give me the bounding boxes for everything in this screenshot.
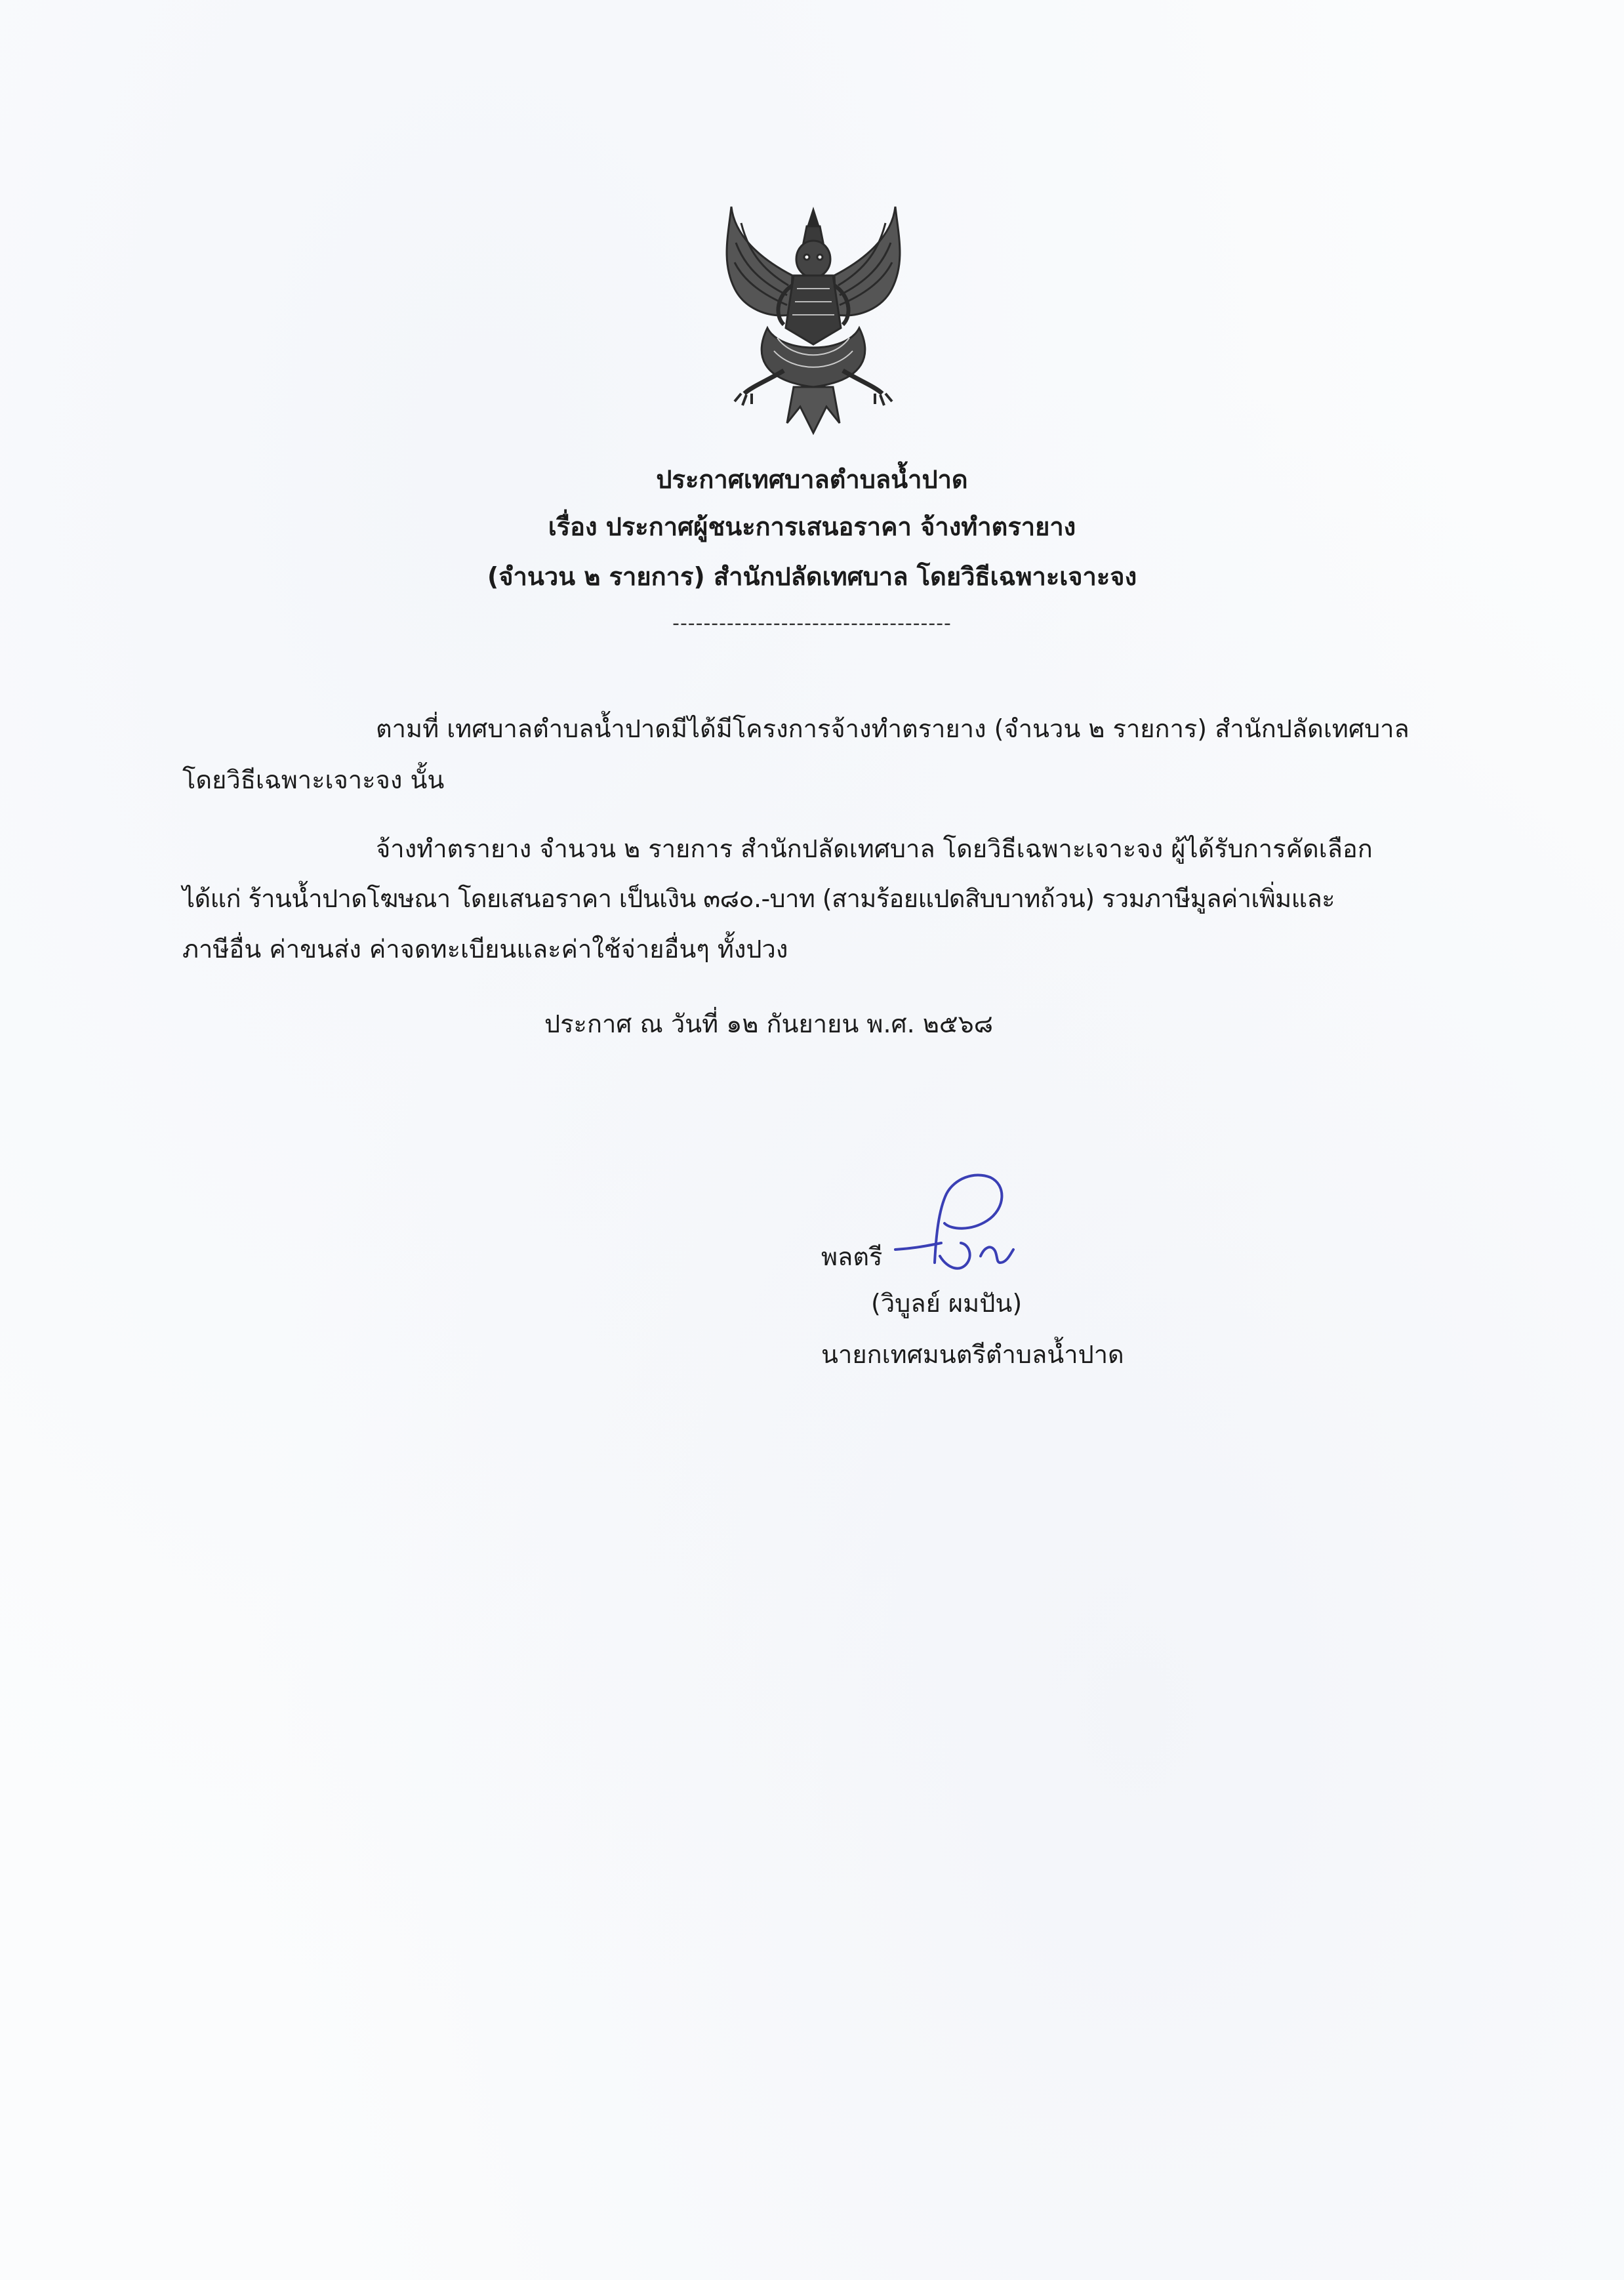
- signatory-position: นายกเทศมนตรีตำบลน้ำปาด: [821, 1340, 1124, 1369]
- paragraph-2-line-3: ภาษีอื่น ค่าขนส่ง ค่าจดทะเบียนและค่าใช้จ่ายอื่นๆ ทั้งปวง: [182, 935, 788, 964]
- signatory-name: (วิบูลย์ ผมปัน): [871, 1289, 1023, 1318]
- garuda-emblem-icon: [715, 197, 912, 439]
- signatory-rank: พลตรี: [821, 1242, 883, 1271]
- paragraph-2-line-2: ได้แก่ ร้านน้ำปาดโฆษณา โดยเสนอราคา เป็นเงิน ๓๘๐.-บาท (สามร้อยแปดสิบบาทถ้วน) รวมภาษีมูลค่าเพิ่มและ: [182, 884, 1335, 913]
- announcement-subject-continued: (จำนวน ๒ รายการ) สำนักปลัดเทศบาล โดยวิธีเฉพาะเจาะจง: [487, 562, 1137, 591]
- signature-icon: [889, 1158, 1040, 1282]
- announcement-date: ประกาศ ณ วันที่ ๑๒ กันยายน พ.ศ. ๒๕๖๘: [544, 1009, 994, 1038]
- title-divider: ------------------------------------: [672, 612, 952, 635]
- paragraph-2-line-1: จ้างทำตรายาง จำนวน ๒ รายการ สำนักปลัดเทศบาล โดยวิธีเฉพาะเจาะจง ผู้ได้รับการคัดเลือก: [376, 834, 1373, 863]
- paragraph-1-line-1: ตามที่ เทศบาลตำบลน้ำปาดมีได้มีโครงการจ้างทำตรายาง (จำนวน ๒ รายการ) สำนักปลัดเทศบาล: [376, 714, 1410, 743]
- announcement-subject: เรื่อง ประกาศผู้ชนะการเสนอราคา จ้างทำตรายาง: [548, 512, 1076, 541]
- paragraph-1-line-2: โดยวิธีเฉพาะเจาะจง นั้น: [182, 765, 445, 794]
- announcement-title: ประกาศเทศบาลตำบลน้ำปาด: [656, 465, 968, 494]
